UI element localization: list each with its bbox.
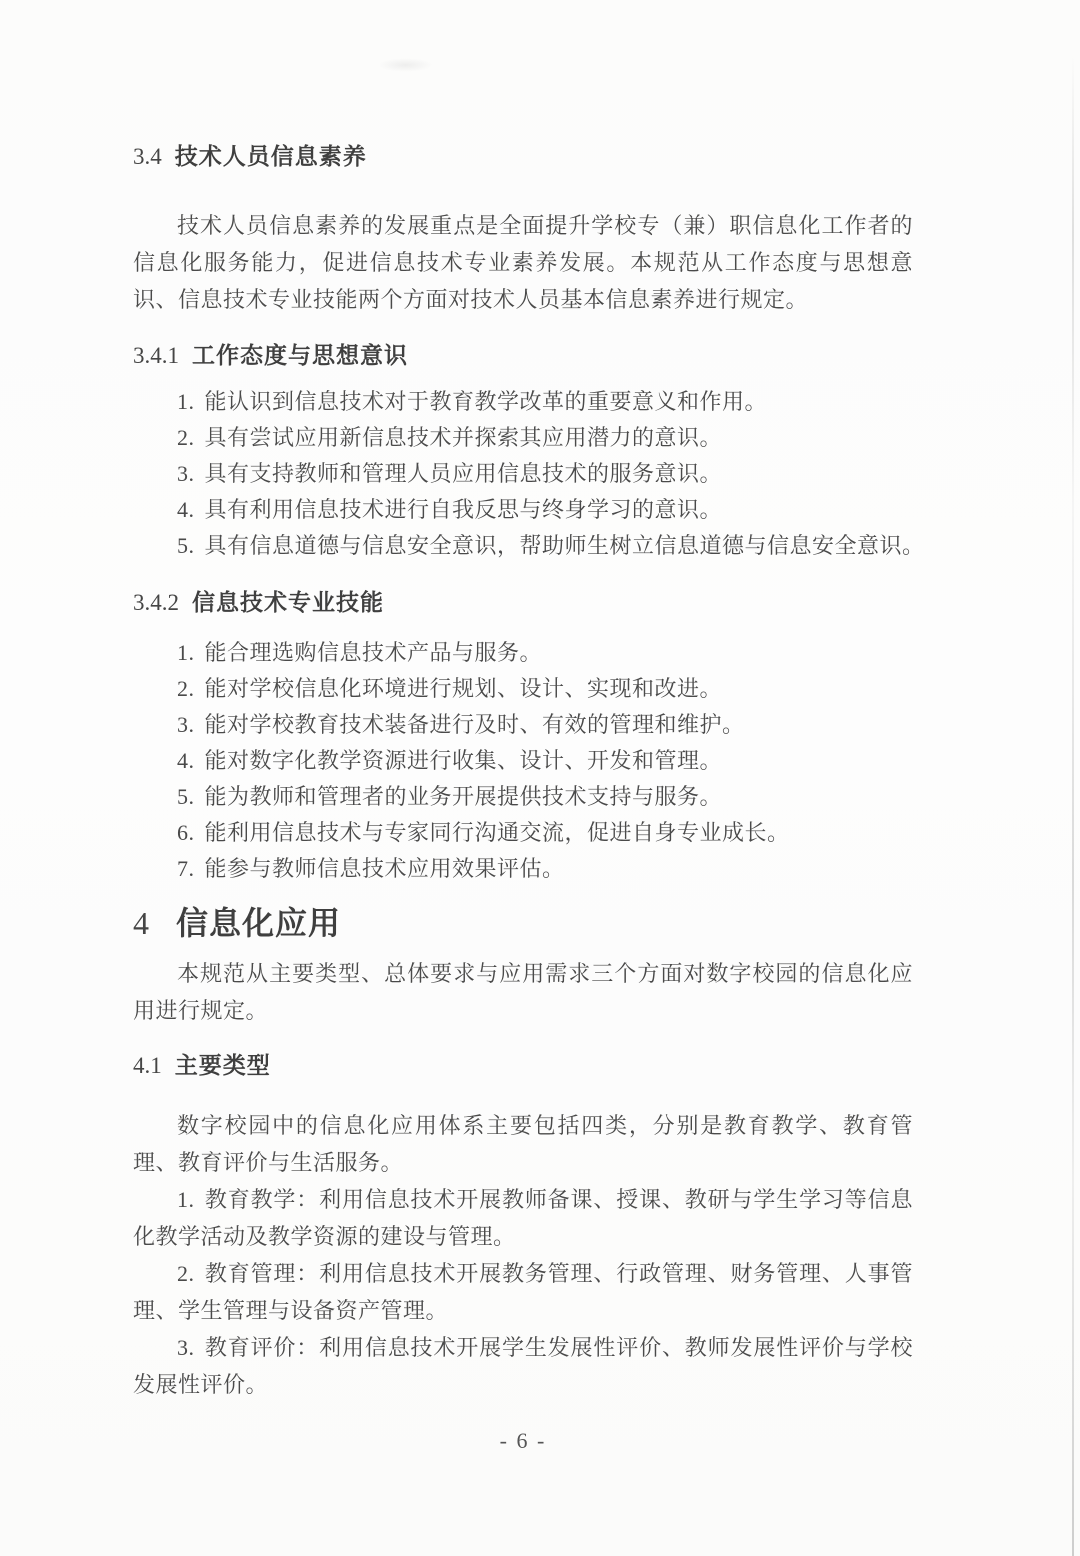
item-number: 1. [177, 640, 195, 665]
item-text: 教育教学：利用信息技术开展教师备课、授课、教研与学生学习等信息化教学活动及教学资源的建设与管理。 [133, 1187, 913, 1249]
section-heading-3-4-2 [133, 587, 913, 618]
list-item [133, 456, 913, 492]
item-text: 能对学校信息化环境进行规划、设计、实现和改进。 [204, 676, 723, 701]
section-heading-3-4-1 [133, 340, 913, 371]
section-heading-4-1 [133, 1050, 913, 1081]
item-text: 教育评价：利用信息技术开展学生发展性评价、教师发展性评价与学校发展性评价。 [133, 1335, 913, 1397]
section-title: 工作态度与思想意识 [192, 342, 408, 368]
item-number: 2. [177, 425, 195, 450]
list-item [133, 384, 913, 420]
item-number: 1. [177, 389, 195, 414]
item-text: 具有支持教师和管理人员应用信息技术的服务意识。 [204, 461, 723, 486]
section-number: 4.1 [133, 1053, 162, 1078]
item-text: 具有尝试应用新信息技术并探索其应用潜力的意识。 [204, 425, 723, 450]
item-number: 4. [177, 748, 195, 773]
item-number: 7. [177, 856, 195, 881]
numbered-paragraph [133, 1255, 913, 1329]
section-number: 3.4 [133, 144, 162, 169]
section-number: 3.4.1 [133, 343, 179, 368]
section-title: 技术人员信息素养 [174, 143, 367, 169]
list-3-4-2 [133, 635, 913, 887]
paragraph-3-4: 技术人员信息素养的发展重点是全面提升学校专（兼）职信息化工作者的信息化服务能力，促进信息技术专业素养发展。本规范从工作态度与思想意识、信息技术专业技能两个方面对技术人员基本信息素养进行规定。 [133, 213, 913, 312]
list-item [133, 815, 913, 851]
item-text: 能对学校教育技术装备进行及时、有效的管理和维护。 [204, 712, 745, 737]
list-item [133, 635, 913, 671]
section-title: 主要类型 [174, 1052, 271, 1078]
chapter-title: 信息化应用 [176, 905, 342, 941]
item-number: 3. [177, 712, 195, 737]
item-number: 1. [177, 1187, 195, 1212]
section-heading-3-4 [133, 140, 913, 173]
list-item [133, 420, 913, 456]
item-text: 能利用信息技术与专家同行沟通交流，促进自身专业成长。 [204, 820, 790, 845]
item-text: 能参与教师信息技术应用效果评估。 [204, 856, 565, 881]
item-text: 能合理选购信息技术产品与服务。 [204, 640, 543, 665]
scan-edge-line [1072, 55, 1074, 1556]
list-item [133, 779, 913, 815]
item-text: 具有利用信息技术进行自我反思与终身学习的意识。 [204, 497, 723, 522]
item-text: 能对数字化教学资源进行收集、设计、开发和管理。 [204, 748, 723, 773]
item-text: 教育管理：利用信息技术开展教务管理、行政管理、财务管理、人事管理、学生管理与设备资产管理。 [133, 1261, 913, 1323]
list-item [133, 851, 913, 887]
item-number: 3. [177, 1335, 195, 1360]
numbered-paragraph [133, 1329, 913, 1403]
chapter-number: 4 [133, 905, 149, 941]
list-item [133, 743, 913, 779]
list-3-4-1 [133, 384, 925, 564]
item-number: 6. [177, 820, 195, 845]
section-title: 信息技术专业技能 [192, 589, 384, 615]
list-item [133, 671, 913, 707]
page-number: - 6 - [499, 1428, 547, 1453]
list-item [133, 492, 913, 528]
item-number: 5. [177, 533, 195, 558]
item-text: 能认识到信息技术对于教育教学改革的重要意义和作用。 [204, 389, 768, 414]
section-number: 3.4.2 [133, 590, 179, 615]
paragraph-4: 本规范从主要类型、总体要求与应用需求三个方面对数字校园的信息化应用进行规定。 [133, 961, 913, 1023]
scan-smudge [378, 58, 433, 72]
chapter-heading-4 [133, 902, 913, 944]
item-text: 能为教师和管理者的业务开展提供技术支持与服务。 [204, 784, 723, 809]
item-number: 3. [177, 461, 195, 486]
item-number: 5. [177, 784, 195, 809]
item-text: 具有信息道德与信息安全意识，帮助师生树立信息道德与信息安全意识。 [204, 533, 925, 558]
list-item [133, 707, 913, 743]
item-number: 4. [177, 497, 195, 522]
item-number: 2. [177, 1261, 195, 1286]
paragraph-4-1: 数字校园中的信息化应用体系主要包括四类，分别是教育教学、教育管理、教育评价与生活服务。 [133, 1113, 913, 1175]
numbered-paragraph [133, 1181, 913, 1255]
item-number: 2. [177, 676, 195, 701]
list-item [133, 528, 925, 564]
